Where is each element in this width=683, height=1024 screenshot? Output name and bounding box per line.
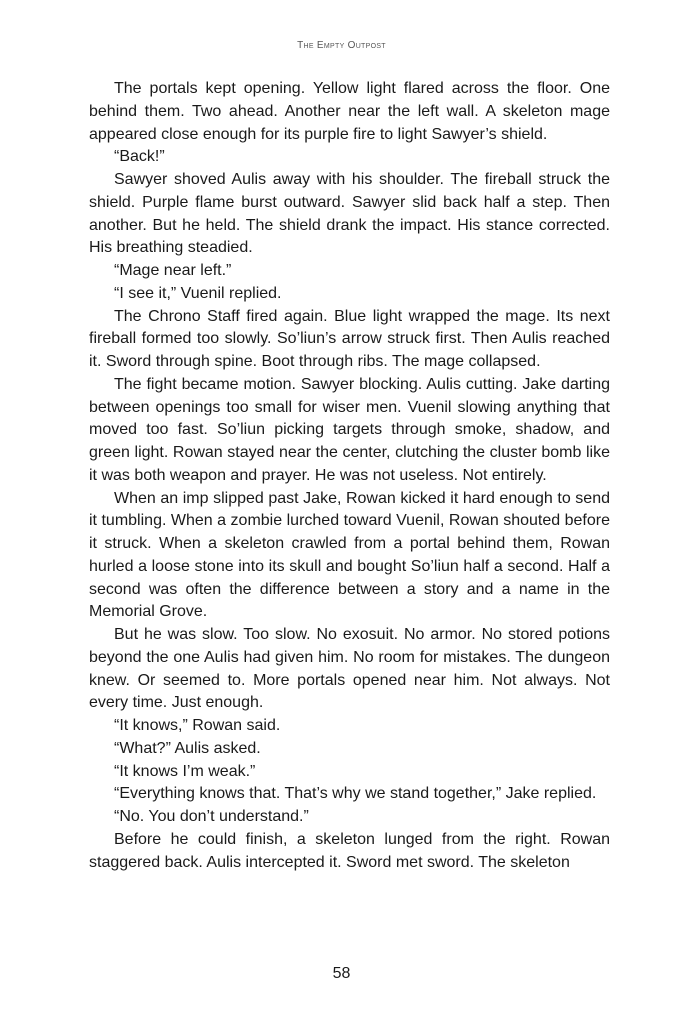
paragraph: “It knows I’m weak.” (114, 762, 256, 780)
paragraph: “What?” Aulis asked. (114, 739, 261, 757)
body-text (89, 78, 610, 874)
paragraph: The fight became motion. Sawyer blocking. Aulis cutting. Jake darting between openings too small for wiser men. Vuenil slowing anything that moved too fast. So’liun picking targets through smoke, shadow, and green light. Rowan stayed near the center, clutching the cluster bomb like it was both weapon and prayer. He was not useless. Not entirely. (89, 375, 610, 484)
paragraph: The portals kept opening. Yellow light flared across the floor. One behind them. Two ahead. Another near the left wall. A skeleton mage appeared close enough for its purple fire to light Sawyer’s shield. (89, 80, 610, 143)
running-head: The Empty Outpost (297, 40, 386, 51)
paragraph: When an imp slipped past Jake, Rowan kicked it hard enough to send it tumbling. When a zombie lurched toward Vuenil, Rowan shouted before it struck. When a skeleton crawled from a portal behind them, Rowan hurled a loose stone into its skull and bought So’liun half a second. Half a second was often the difference between a story and a name in the Memorial Grove. (89, 489, 610, 621)
paragraph: “Back!” (114, 148, 165, 166)
paragraph: But he was slow. Too slow. No exosuit. No armor. No stored potions beyond the one Aulis had given him. No room for mistakes. The dungeon knew. Or seemed to. More portals opened near him. Not always. Not every time. Just enough. (89, 626, 610, 712)
paragraph: Before he could finish, a skeleton lunged from the right. Rowan staggered back. Aulis intercepted it. Sword met sword. The skeleton (89, 830, 610, 871)
paragraph: The Chrono Staff fired again. Blue light wrapped the mage. Its next fireball formed too slowly. So’liun’s arrow struck first. Then Aulis reached it. Sword through spine. Boot through ribs. The mage collapsed. (89, 307, 610, 370)
paragraph: “It knows,” Rowan said. (114, 717, 281, 734)
page-number: 58 (332, 965, 351, 982)
paragraph: “No. You don’t understand.” (114, 808, 309, 825)
paragraph: “I see it,” Vuenil replied. (114, 284, 282, 302)
paragraph: “Everything knows that. That’s why we stand together,” Jake replied. (114, 785, 597, 803)
paragraph: Sawyer shoved Aulis away with his shoulder. The fireball struck the shield. Purple flame burst outward. Sawyer slid back half a step. Then another. But he held. The shield drank the impact. His stance corrected. His breathing steadied. (89, 171, 610, 257)
paragraph: “Mage near left.” (114, 262, 232, 279)
